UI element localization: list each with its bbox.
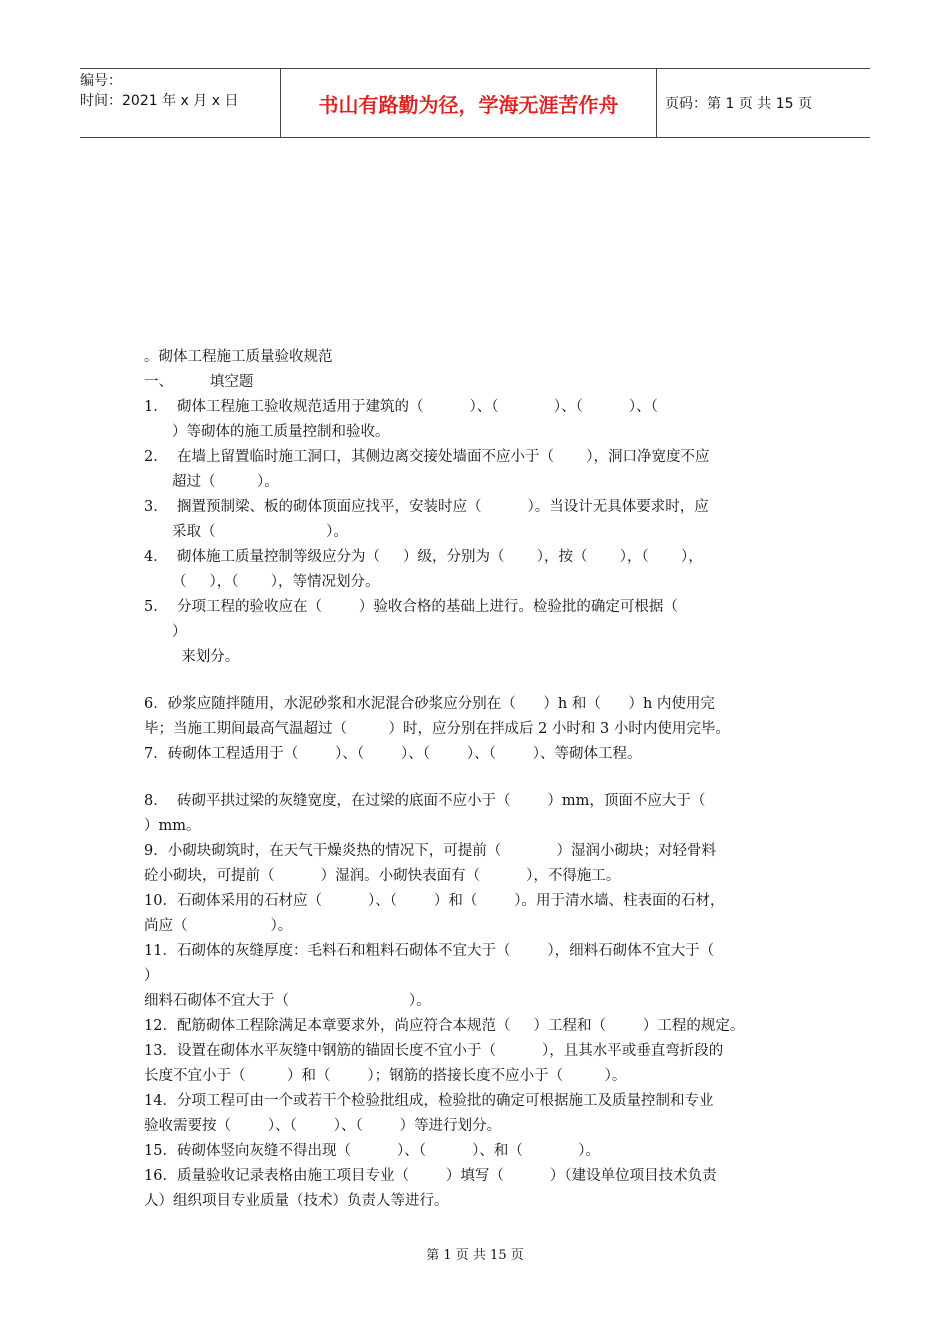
question-9-cont: 砼小砌块，可提前（ ）湿润。小砌快表面有（ ），不得施工。: [144, 868, 621, 884]
header-motto: 书山有路勤为径，学海无涯苦作舟: [280, 69, 657, 137]
question-4-cont: （ ），（ ），等情况划分。: [172, 574, 380, 590]
question-1: 1． 砌体工程施工验收规范适用于建筑的（ ）、（ ）、（ ）、（: [144, 399, 658, 415]
doc-title: 。砌体工程施工质量验收规范: [144, 349, 333, 365]
spacer: [144, 767, 806, 789]
question-11: 11．石砌体的灰缝厚度：毛料石和粗料石砌体不宜大于（ ），细料石砌体不宜大于（: [144, 943, 715, 959]
question-1-cont: ）等砌体的施工质量控制和验收。: [172, 424, 390, 440]
question-12: 12．配筋砌体工程除满足本章要求外，尚应符合本规范（ ）工程和（ ）工程的规定。: [144, 1018, 745, 1034]
question-14-cont: 验收需要按（ ）、（ ）、（ ）等进行划分。: [144, 1118, 502, 1134]
question-3-cont: 采取（ ）。: [172, 524, 348, 540]
question-8: 8． 砖砌平拱过梁的灰缝宽度，在过梁的底面不应小于（ ）mm，顶面不应大于（: [144, 793, 706, 809]
question-10-cont: 尚应（ ）。: [144, 918, 293, 934]
question-4: 4． 砌体施工质量控制等级应分为（ ）级，分别为（ ），按（ ），（ ），: [144, 549, 703, 565]
document-body: [144, 345, 806, 1214]
question-5-cont2: 来划分。: [172, 649, 240, 665]
header-meta: [80, 69, 280, 139]
question-11-cont2: 细料石砌体不宜大于（ ）。: [144, 993, 431, 1009]
question-14: 14．分项工程可由一个或若干个检验批组成，检验批的确定可根据施工及质量控制和专业: [144, 1093, 714, 1109]
question-10: 10．石砌体采用的石材应（ ）、（ ）和（ ）。用于清水墙、柱表面的石材，: [144, 893, 725, 909]
page-footer: 第 1 页 共 15 页: [426, 1248, 524, 1263]
question-5-cont: ）: [172, 624, 187, 640]
question-7: 7．砖砌体工程适用于（ ）、（ ）、（ ）、（ ）、等砌体工程。: [144, 746, 642, 762]
question-13: 13．设置在砌体水平灰缝中钢筋的锚固长度不宜小于（ ），且其水平或垂直弯折段的: [144, 1043, 724, 1059]
question-3: 3． 搁置预制梁、板的砌体顶面应找平，安装时应（ ）。当设计无具体要求时，应: [144, 499, 709, 515]
spacer: [144, 670, 806, 692]
question-11-cont: ）: [144, 968, 159, 984]
header-page-number: 页码：第 1 页 共 15 页: [665, 96, 812, 112]
question-5: 5． 分项工程的验收应在（ ）验收合格的基础上进行。检验批的确定可根据（: [144, 599, 678, 615]
question-15: 15．砖砌体竖向灰缝不得出现（ ）、（ ）、和（ ）。: [144, 1143, 600, 1159]
question-16: 16．质量验收记录表格由施工项目专业（ ）填写（ ）（建设单位项目技术负责: [144, 1168, 717, 1184]
doc-number-label: 编号：: [80, 73, 122, 89]
question-13-cont: 长度不宜小于（ ）和（ ）；钢筋的搭接长度不应小于（ ）。: [144, 1068, 627, 1084]
question-9: 9．小砌块砌筑时，在天气干燥炎热的情况下，可提前（ ）湿润小砌块；对轻骨料: [144, 843, 717, 859]
section-heading: 一、 填空题: [144, 374, 254, 390]
question-16-cont: 人）组织项目专业质量（技术）负责人等进行。: [144, 1193, 449, 1209]
question-2-cont: 超过（ ）。: [172, 474, 279, 490]
page-header: [80, 68, 870, 138]
doc-date-label: 时间：2021 年 x 月 x 日: [80, 93, 239, 109]
question-6-cont: 毕；当施工期间最高气温超过（ ）时，应分别在拌成后 2 小时和 3 小时内使用完毕。: [144, 721, 730, 737]
question-6: 6．砂浆应随拌随用，水泥砂浆和水泥混合砂浆应分别在（ ）h 和（ ）h 内使用完: [144, 696, 715, 712]
question-8-cont: ）mm。: [144, 818, 201, 834]
question-2: 2． 在墙上留置临时施工洞口，其侧边离交接处墙面不应小于（ ），洞口净宽度不应: [144, 449, 710, 465]
